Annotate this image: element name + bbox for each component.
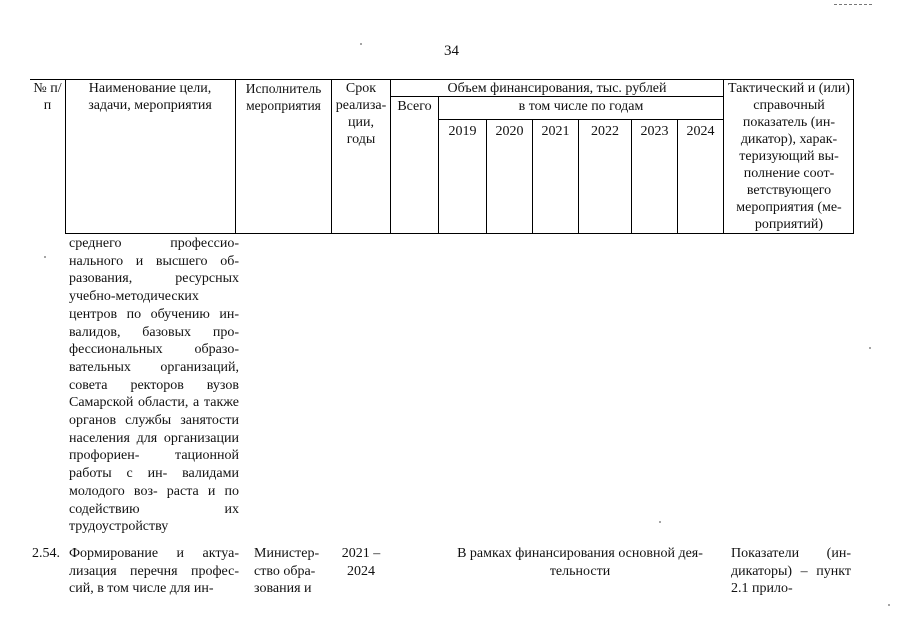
scan-speck bbox=[360, 43, 362, 45]
row-indicator: Показатели (ин- дикаторы) – пункт 2.1 прило- bbox=[731, 546, 851, 597]
scan-mark bbox=[834, 4, 872, 5]
row-executor: Министер- ство обра- зования и bbox=[254, 546, 320, 597]
scan-speck bbox=[44, 256, 46, 258]
header-year: 2020 bbox=[495, 124, 524, 139]
header-by-years: в том числе по годам bbox=[518, 99, 644, 114]
header-total: Всего bbox=[397, 99, 432, 114]
header-year: 2023 bbox=[640, 124, 669, 139]
header-executor: Исполнитель мероприятия bbox=[245, 81, 322, 113]
row-term: 2021 – 2024 bbox=[341, 546, 381, 579]
header-indicator: Тактический и (или) справочный показатель (ин- дикатор), харак- теризующий вы- полнение соот- ветствующего мероприятия (ме- роприятий) bbox=[727, 81, 851, 232]
header-name: Наименование цели, задачи, мероприятия bbox=[88, 81, 212, 113]
row-funding: В рамках финансирования основной дея- тельности bbox=[457, 546, 703, 579]
header-year: 2021 bbox=[541, 124, 570, 139]
header-year: 2022 bbox=[591, 124, 619, 139]
header-funding: Объем финансирования, тыс. рублей bbox=[447, 81, 667, 96]
continuation-text: среднего профессио- нального и высшего об- разования, ресурсных учебно-методических центров по обучению ин- валидов, базовых про- фессиональных образо- вательных организаций, совета ректоров вузов Самарской области, а также органов службы занятости населения для организации профориен- тационной работы с ин- валидами молодого воз- раста и по содействию их трудоустройству bbox=[69, 236, 239, 535]
header-year: 2024 bbox=[686, 124, 715, 139]
row-number: 2.54. bbox=[32, 546, 60, 561]
scan-speck bbox=[869, 347, 871, 349]
header-year: 2019 bbox=[448, 124, 477, 139]
scan-speck bbox=[659, 521, 661, 523]
page-number: 34 bbox=[444, 43, 459, 59]
header-term: Срок реализа- ции, годы bbox=[335, 81, 387, 147]
row-name: Формирование и актуа- лизация перечня профес- сий, в том числе для ин- bbox=[69, 546, 239, 597]
scan-speck bbox=[888, 604, 890, 606]
header-num: № п/п bbox=[33, 81, 62, 113]
